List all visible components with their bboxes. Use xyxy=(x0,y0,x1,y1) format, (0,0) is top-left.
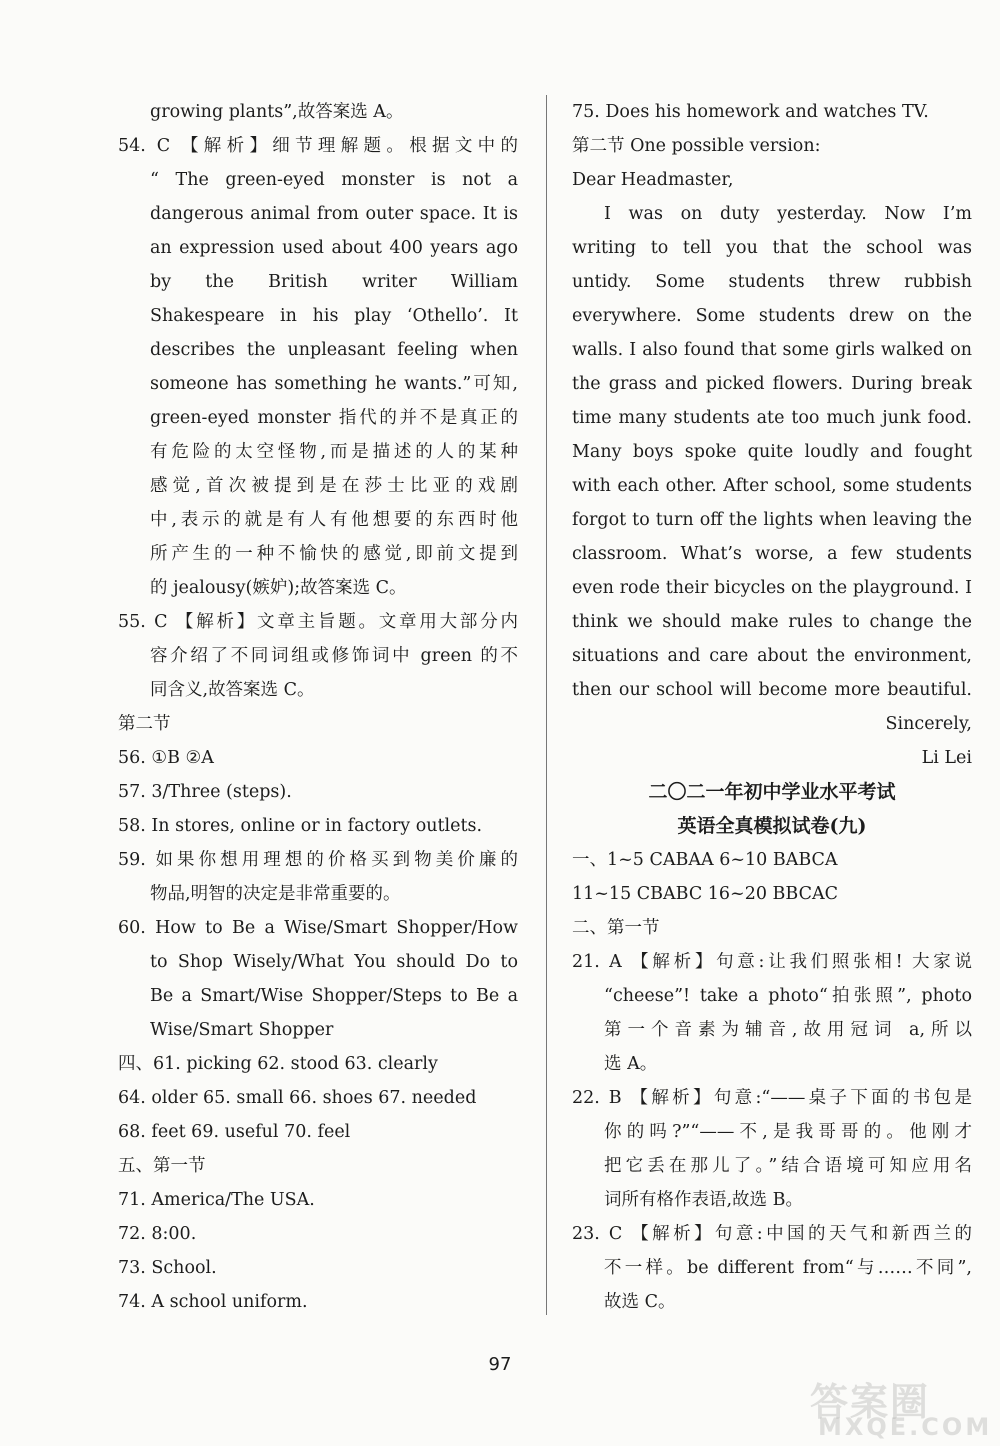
text-line: someone has something he wants.”可知, xyxy=(150,374,518,394)
text-line: 22. B 【解析】句意:“——桌子下面的书包是 xyxy=(572,1088,972,1108)
text-line: 72. 8:00. xyxy=(118,1224,197,1244)
text-line: 21. A 【解析】句意:让我们照张相! 大家说 xyxy=(572,952,972,972)
text-line: Wise/Smart Shopper xyxy=(150,1020,334,1040)
text-line: 有危险的太空怪物,而是描述的人的某种 xyxy=(150,442,518,462)
text-line: 75. Does his homework and watches TV. xyxy=(572,102,929,122)
text-line: 不一样。be different from“与……不同”, xyxy=(604,1258,972,1278)
text-line: 容介绍了不同词组或修饰词中 green 的不 xyxy=(150,646,518,666)
text-line: 你的吗?”“——不,是我哥哥的。他刚才 xyxy=(604,1122,972,1142)
text-line: “ The green-eyed monster is not a xyxy=(150,170,518,190)
text-line: 二〇二一年初中学业水平考试 xyxy=(648,781,896,803)
text-line: describes the unpleasant feeling when xyxy=(150,340,518,360)
text-line: walls. I also found that some girls walked on xyxy=(572,340,972,360)
text-line: 55. C 【解析】文章主旨题。文章用大部分内 xyxy=(118,612,518,632)
text-line: growing plants”,故答案选 A。 xyxy=(150,102,404,122)
text-line: 第二节 One possible version: xyxy=(572,136,821,156)
text-line: 故选 C。 xyxy=(604,1292,676,1312)
text-line: 68. feet 69. useful 70. feel xyxy=(118,1122,351,1142)
text-line: 58. In stores, online or in factory outlets. xyxy=(118,816,483,836)
text-line: untidy. Some students threw rubbish xyxy=(572,272,972,292)
text-line: 把它丢在那儿了。”结合语境可知应用名 xyxy=(604,1156,972,1176)
text-line: with each other. After school, some students xyxy=(572,476,972,496)
text-line: 的 jealousy(嫉妒);故答案选 C。 xyxy=(150,578,407,598)
text-line: think we should make rules to change the xyxy=(572,612,972,632)
text-line: even rode their bicycles on the playground. I xyxy=(572,578,972,598)
text-line: Sincerely, xyxy=(885,714,972,734)
text-line: 59. 如果你想用理想的价格买到物美价廉的 xyxy=(118,850,518,870)
text-line: 所产生的一种不愉快的感觉,即前文提到 xyxy=(150,544,518,564)
text-line: 词所有格作表语,故选 B。 xyxy=(604,1190,803,1210)
text-line: then our school will become more beautiful. xyxy=(572,680,972,700)
text-line: Dear Headmaster, xyxy=(572,170,734,190)
watermark-logo xyxy=(810,1375,995,1441)
text-line: 54. C 【解析】细节理解题。根据文中的 xyxy=(118,136,518,156)
right-column xyxy=(572,95,972,1319)
text-line: an expression used about 400 years ago xyxy=(150,238,518,258)
text-line: 第二节 xyxy=(118,714,171,734)
text-line: 60. How to Be a Wise/Smart Shopper/How xyxy=(118,918,518,938)
text-line: the grass and picked flowers. During break xyxy=(572,374,972,394)
text-line: Li Lei xyxy=(921,748,972,768)
text-line: 物品,明智的决定是非常重要的。 xyxy=(150,884,401,904)
column-divider xyxy=(546,95,547,1315)
text-line: Shakespeare in his play ‘Othello’. It xyxy=(150,306,518,326)
text-line: to Shop Wisely/What You should Do to xyxy=(150,952,518,972)
text-line: 一、1~5 CABAA 6~10 BABCA xyxy=(572,850,838,870)
text-line: forgot to turn off the lights when leaving the xyxy=(572,510,972,530)
left-column xyxy=(118,95,518,1319)
text-line: by the British writer William xyxy=(150,272,518,292)
text-line: 71. America/The USA. xyxy=(118,1190,315,1210)
text-line: 五、第一节 xyxy=(118,1156,206,1176)
text-line: 二、第一节 xyxy=(572,918,660,938)
text-line: writing to tell you that the school was xyxy=(572,238,972,258)
text-line: time many students ate too much junk food. xyxy=(572,408,972,428)
text-line: green-eyed monster 指代的并不是真正的 xyxy=(150,408,518,428)
text-line: 74. A school uniform. xyxy=(118,1292,308,1312)
text-line: 中,表示的就是有人有他想要的东西时他 xyxy=(150,510,518,530)
text-line: Many boys spoke quite loudly and fought xyxy=(572,442,972,462)
page-number: 97 xyxy=(488,1354,512,1375)
text-line: 56. ①B ②A xyxy=(118,748,214,768)
text-line: everywhere. Some students drew on the xyxy=(572,306,972,326)
text-line: 57. 3/Three (steps). xyxy=(118,782,292,802)
watermark-cn: 答案圈 xyxy=(810,1380,931,1424)
text-line: 73. School. xyxy=(118,1258,217,1278)
text-line: “cheese”! take a photo“拍张照”, photo xyxy=(604,986,972,1006)
text-line: Be a Smart/Wise Shopper/Steps to Be a xyxy=(150,986,518,1006)
text-line: dangerous animal from outer space. It is xyxy=(150,204,518,224)
text-line: classroom. What’s worse, a few students xyxy=(572,544,972,564)
text-line: 选 A。 xyxy=(604,1054,658,1074)
text-line: 第一个音素为辅音,故用冠词 a,所以 xyxy=(604,1020,972,1040)
text-line: 23. C 【解析】句意:中国的天气和新西兰的 xyxy=(572,1224,972,1244)
text-line: 64. older 65. small 66. shoes 67. needed xyxy=(118,1088,477,1108)
text-line: 感觉,首次被提到是在莎士比亚的戏剧 xyxy=(150,476,518,496)
text-line: situations and care about the environment, xyxy=(572,646,972,666)
text-line: 英语全真模拟试卷(九) xyxy=(677,815,867,837)
watermark-en: MXQE.COM xyxy=(818,1413,993,1441)
text-line: 同含义,故答案选 C。 xyxy=(150,680,315,700)
text-line: I was on duty yesterday. Now I’m xyxy=(604,204,972,224)
text-line: 11~15 CBABC 16~20 BBCAC xyxy=(572,884,839,904)
text-line: 四、61. picking 62. stood 63. clearly xyxy=(118,1054,438,1074)
